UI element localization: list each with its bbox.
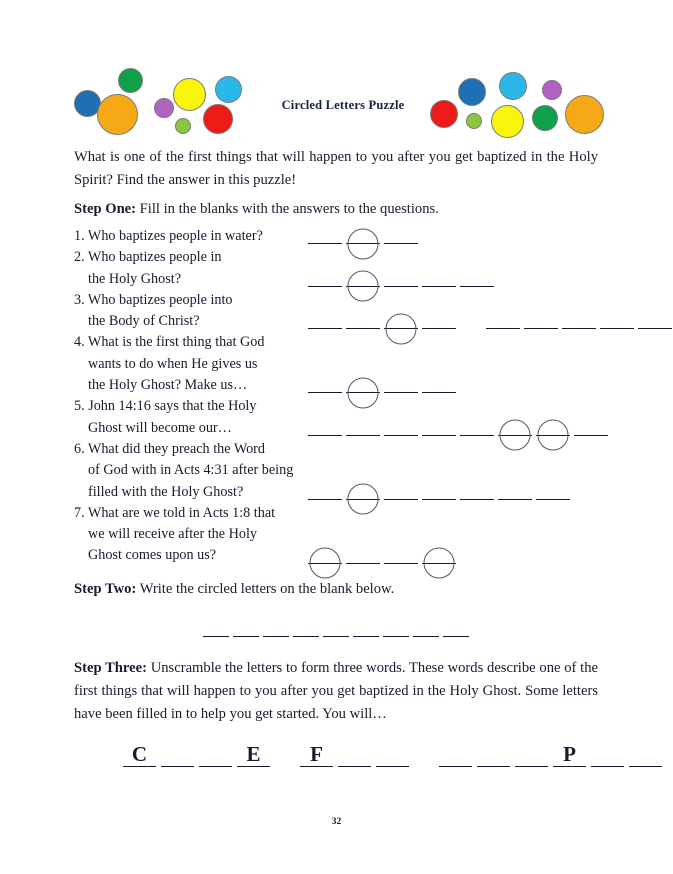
question-row [74, 354, 614, 375]
question-row [74, 503, 614, 524]
step-two-text: Write the circled letters on the blank below. [136, 581, 395, 597]
question-row [74, 545, 614, 566]
prefilled-letter: C [131, 742, 148, 766]
circled-blank[interactable] [384, 328, 418, 329]
blank[interactable] [600, 328, 634, 329]
question-text: 4. What is the first thing that God [74, 334, 265, 351]
question-text: filled with the Holy Ghost? [88, 483, 244, 500]
question-text: Ghost comes upon us? [88, 547, 217, 564]
blank[interactable] [486, 328, 520, 329]
filled-letter-slot[interactable] [123, 742, 156, 767]
question-row [74, 396, 614, 417]
question-row [74, 332, 614, 353]
step-two-label: Step Two: [74, 581, 137, 597]
yellow-circle [173, 78, 206, 111]
circled-blank[interactable] [346, 392, 380, 393]
blank[interactable] [443, 636, 469, 637]
blank[interactable] [384, 499, 418, 500]
prefilled-letter: P [563, 742, 576, 766]
question-row [74, 290, 614, 311]
question-row [74, 226, 614, 247]
step-one-text: Fill in the blanks with the answers to the questions. [136, 201, 439, 217]
intro-paragraph [74, 146, 598, 192]
empty-letter-slot[interactable] [439, 742, 472, 767]
blank[interactable] [524, 328, 558, 329]
circled-blank[interactable] [346, 286, 380, 287]
blank[interactable] [346, 435, 380, 436]
blank[interactable] [346, 328, 380, 329]
answer-word [300, 742, 409, 767]
filled-letter-slot[interactable] [237, 742, 270, 767]
step-three-label: Step Three: [74, 660, 147, 676]
step-two-answer-line[interactable] [203, 636, 473, 637]
blank[interactable] [422, 435, 456, 436]
question-row [74, 375, 614, 396]
blank[interactable] [293, 636, 319, 637]
blank[interactable] [308, 243, 342, 244]
question-row [74, 460, 614, 481]
question-row [74, 524, 614, 545]
question-text: the Body of Christ? [88, 313, 200, 330]
question-text: 5. John 14:16 says that the Holy [74, 398, 257, 415]
blank[interactable] [323, 636, 349, 637]
intro-text: What is one of the first things that will happen to you after you get baptized in the Holy Spirit? Find the answer in this puzzle! [74, 149, 598, 188]
final-answer-line[interactable] [123, 742, 662, 767]
blank[interactable] [384, 243, 418, 244]
empty-letter-slot[interactable] [199, 742, 232, 767]
question-text: the Holy Ghost? [88, 270, 181, 287]
yellow-circle [491, 105, 524, 138]
step-one-label: Step One: [74, 201, 137, 217]
question-row [74, 482, 614, 503]
red-circle [430, 100, 458, 128]
orange-circle [565, 95, 604, 134]
step-three-text: Unscramble the letters to form three words. These words describe one of the first things that will happen to you after you get baptized in the Holy Ghost. Some letters have been filled in to help you get started. You will… [74, 660, 598, 722]
red-circle [203, 104, 233, 134]
question-row [74, 311, 614, 332]
questions-list [74, 226, 614, 567]
empty-letter-slot[interactable] [161, 742, 194, 767]
green-circle [532, 105, 558, 131]
step-three-paragraph [74, 657, 598, 726]
orange-circle [97, 94, 138, 135]
blank[interactable] [263, 636, 289, 637]
circled-blank[interactable] [346, 499, 380, 500]
blank[interactable] [460, 286, 494, 287]
question-row [74, 269, 614, 290]
blank[interactable] [574, 435, 608, 436]
decorative-circles-left [70, 62, 260, 148]
filled-letter-slot[interactable] [553, 742, 586, 767]
filled-letter-slot[interactable] [300, 742, 333, 767]
blank[interactable] [384, 392, 418, 393]
blank[interactable] [308, 392, 342, 393]
blank-gap [460, 328, 482, 329]
blank[interactable] [203, 636, 229, 637]
blank[interactable] [460, 499, 494, 500]
answer-word [123, 742, 270, 767]
question-row [74, 247, 614, 268]
blue-circle [458, 78, 486, 106]
question-text: we will receive after the Holy [88, 526, 257, 543]
blank[interactable] [353, 636, 379, 637]
empty-letter-slot[interactable] [591, 742, 624, 767]
lightgreen-circle [466, 113, 482, 129]
page-title: Circled Letters Puzzle [281, 98, 405, 112]
blank[interactable] [498, 499, 532, 500]
blank[interactable] [346, 563, 380, 564]
blank[interactable] [308, 435, 342, 436]
blank[interactable] [383, 636, 409, 637]
page-number: 32 [331, 817, 342, 827]
question-text: 6. What did they preach the Word [74, 440, 265, 457]
page-header [70, 62, 610, 148]
question-text: of God with in Acts 4:31 after being [88, 462, 294, 479]
circled-blank[interactable] [422, 563, 456, 564]
blank[interactable] [422, 392, 456, 393]
blank[interactable] [460, 435, 494, 436]
question-text: the Holy Ghost? Make us… [88, 377, 248, 394]
question-text: 2. Who baptizes people in [74, 249, 222, 266]
blank[interactable] [308, 286, 342, 287]
answer-word [439, 742, 662, 767]
blank[interactable] [233, 636, 259, 637]
question-text: 7. What are we told in Acts 1:8 that [74, 504, 276, 521]
blank[interactable] [638, 328, 672, 329]
prefilled-letter: E [246, 742, 261, 766]
circled-blank[interactable] [346, 243, 380, 244]
empty-letter-slot[interactable] [515, 742, 548, 767]
circled-blank[interactable] [308, 563, 342, 564]
question-text: 3. Who baptizes people into [74, 291, 233, 308]
lightblue-circle [499, 72, 527, 100]
empty-letter-slot[interactable] [477, 742, 510, 767]
green-circle [118, 68, 143, 93]
blank[interactable] [384, 435, 418, 436]
purple-circle [542, 80, 562, 100]
blank[interactable] [562, 328, 596, 329]
decorative-circles-right [420, 62, 610, 148]
question-row [74, 418, 614, 439]
blank[interactable] [384, 563, 418, 564]
question-text: 1. Who baptizes people in water? [74, 228, 263, 244]
purple-circle [154, 98, 174, 118]
blank[interactable] [422, 286, 456, 287]
question-row [74, 439, 614, 460]
question-text: wants to do when He gives us [88, 355, 258, 372]
blank[interactable] [308, 328, 342, 329]
circled-blank[interactable] [536, 435, 570, 436]
blank[interactable] [413, 636, 439, 637]
letter-circle-icon [424, 548, 455, 579]
letter-circle-icon [310, 548, 341, 579]
blank[interactable] [536, 499, 570, 500]
empty-letter-slot[interactable] [376, 742, 409, 767]
blank[interactable] [384, 286, 418, 287]
step-two-paragraph [74, 578, 598, 601]
blank[interactable] [422, 328, 456, 329]
empty-letter-slot[interactable] [338, 742, 371, 767]
blank[interactable] [308, 499, 342, 500]
lightgreen-circle [175, 118, 191, 134]
question-text: Ghost will become our… [88, 419, 232, 436]
blank[interactable] [422, 499, 456, 500]
circled-blank[interactable] [498, 435, 532, 436]
empty-letter-slot[interactable] [629, 742, 662, 767]
lightblue-circle [215, 76, 242, 103]
step-one-paragraph [74, 198, 598, 221]
prefilled-letter: F [310, 742, 323, 766]
